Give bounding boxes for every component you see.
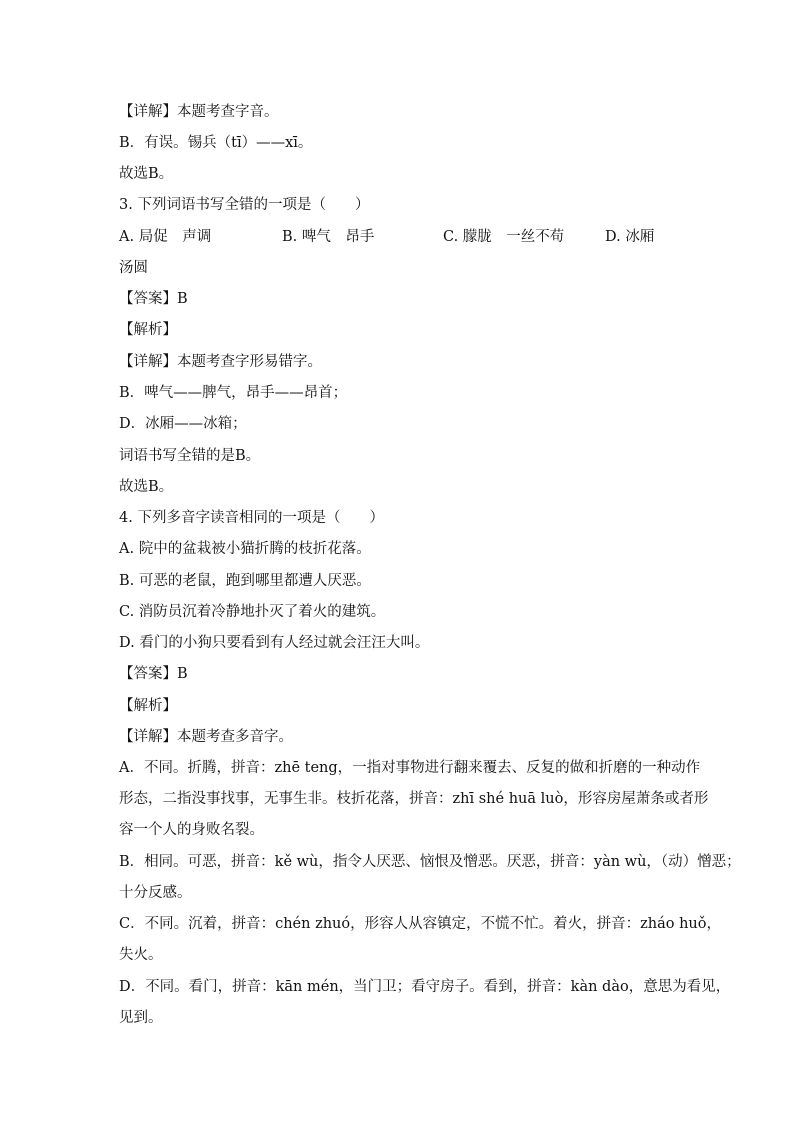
q3-option-a: A. 局促 声调 (119, 229, 212, 245)
q3-analysis-label: 【解析】 (119, 322, 177, 338)
q3-option-b: B. 啤气 昂手 (282, 229, 375, 245)
q4-option-d: D. 看门的小狗只要看到有人经过就会汪汪大叫。 (119, 635, 430, 651)
q3-detail: 【详解】本题考查字形易错字。 (119, 354, 322, 370)
q3-answer-label: 【答案】 (119, 291, 177, 307)
q2-detail: 【详解】本题考查字音。 (119, 104, 279, 120)
q4-answer-label: 【答案】 (119, 666, 177, 682)
q4-explain-line: 形态，二指没事找事，无事生非。枝折花落，拼音：zhī shé huā luò，形容房屋萧条或者形 (119, 791, 709, 807)
q4-detail: 【详解】本题考查多音字。 (119, 729, 293, 745)
q4-explain-line: A．不同。折腾，拼音：zhē teng，一指对事物进行翻来覆去、反复的做和折磨的一种动作 (119, 760, 701, 776)
q4-answer-value: B (177, 666, 188, 682)
q3-explain-line: B．啤气——脾气，昂手——昂首； (119, 385, 348, 401)
q4-option-b: B. 可恶的老鼠，跑到哪里都遭人厌恶。 (119, 573, 371, 589)
q4-explain-line: C．不同。沉着，拼音：chén zhuó，形容人从容镇定，不慌不忙。着火，拼音：zháo huǒ， (119, 916, 721, 932)
q2-analysis: B．有误。锡兵（tī）——xī。 (119, 135, 313, 151)
q3-option-d: D. 冰厢 (605, 229, 655, 245)
q4-analysis-label: 【解析】 (119, 698, 177, 714)
q4-option-c: C. 消防员沉着冷静地扑灭了着火的建筑。 (119, 604, 386, 620)
q3-explain-line: 故选B。 (119, 479, 174, 495)
q4-explain-line: 见到。 (119, 1010, 163, 1026)
q4-explain-line: D．不同。看门，拼音：kān mén，当门卫；看守房子。看到，拼音：kàn dào，意思为看见， (119, 979, 731, 995)
q4-explain-line: B．相同。可恶，拼音：kě wù，指令人厌恶、恼恨及憎恶。厌恶，拼音：yàn wù，（动）憎恶； (119, 854, 741, 870)
q3-option-c: C. 朦胧 一丝不苟 (443, 229, 565, 245)
q3-explain-line: D．冰厢——冰箱； (119, 416, 247, 432)
q4-explain-line: 容一个人的身败名裂。 (119, 822, 264, 838)
q3-answer (119, 289, 188, 309)
q2-conclusion: 故选B。 (119, 166, 174, 182)
q3-answer-value: B (177, 291, 188, 307)
q4-question: 4. 下列多音字读音相同的一项是（ ） (119, 510, 384, 526)
q3-explain-line: 词语书写全错的是B。 (119, 448, 261, 464)
q4-explain-line: 失火。 (119, 947, 163, 963)
q3-question: 3. 下列词语书写全错的一项是（ ） (119, 197, 370, 213)
q4-answer (119, 664, 188, 684)
q4-explain-line: 十分反感。 (119, 885, 192, 901)
q3-option-d-continued: 汤圆 (119, 260, 148, 276)
q4-option-a: A. 院中的盆栽被小猫折腾的枝折花落。 (119, 541, 371, 557)
